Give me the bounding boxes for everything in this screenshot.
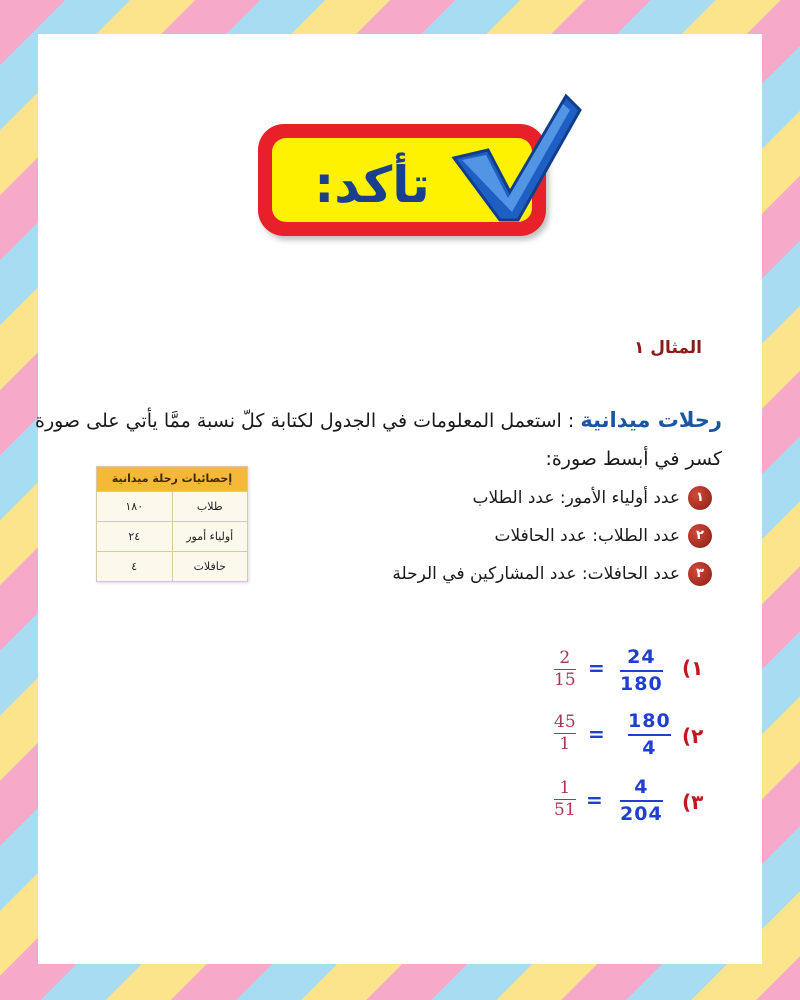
table-row [97, 492, 247, 522]
stats-table-header: إحصائيات رحلة ميدانية [97, 467, 247, 492]
table-row [97, 522, 247, 552]
answer-row [548, 712, 708, 764]
original-fraction: 24 180 [620, 646, 663, 695]
row-label: طلاب [196, 500, 223, 513]
row-value: ٢٤ [97, 522, 173, 551]
topic-separator: : [567, 410, 575, 432]
row-label: أولياء أمور [186, 530, 234, 543]
numbered-circle-icon: ٣ [688, 562, 712, 586]
equals-sign: = [588, 656, 605, 680]
answer-number: ١) [682, 656, 704, 680]
question-text: عدد الطلاب: عدد الحافلات [494, 526, 680, 546]
numbered-circle-icon: ١ [688, 486, 712, 510]
answer-number: ٢) [682, 724, 704, 748]
original-fraction: 4 204 [620, 776, 663, 825]
problem-statement [35, 408, 722, 432]
question-item [472, 486, 712, 510]
row-value: ١٨٠ [97, 492, 173, 521]
question-item [392, 562, 712, 586]
stats-table [96, 466, 248, 582]
question-item [494, 524, 712, 548]
row-label: حافلات [193, 560, 226, 573]
simplified-fraction: 2 15 [554, 648, 576, 690]
original-fraction: 180 4 [628, 710, 671, 759]
equals-sign: = [588, 722, 605, 746]
page-title: تأكد: [314, 156, 430, 214]
answer-number: ٣) [682, 790, 704, 814]
question-text: عدد الحافلات: عدد المشاركين في الرحلة [392, 564, 680, 584]
problem-topic: رحلات ميدانية [580, 408, 722, 432]
simplified-fraction: 1 51 [554, 778, 576, 820]
instruction-line-2: كسر في أبسط صورة: [545, 448, 722, 470]
answer-row [548, 648, 708, 700]
row-value: ٤ [97, 552, 173, 581]
table-row [97, 552, 247, 581]
instruction-line-1: استعمل المعلومات في الجدول لكتابة كلّ نسبة ممَّا يأتي على صورة [34, 410, 562, 432]
answer-row [548, 778, 708, 830]
checkmark-icon [448, 88, 582, 230]
simplified-fraction: 45 1 [554, 712, 576, 754]
example-label: المثال ١ [634, 338, 702, 358]
numbered-circle-icon: ٢ [688, 524, 712, 548]
question-text: عدد أولياء الأمور: عدد الطلاب [472, 488, 680, 508]
equals-sign: = [586, 788, 603, 812]
